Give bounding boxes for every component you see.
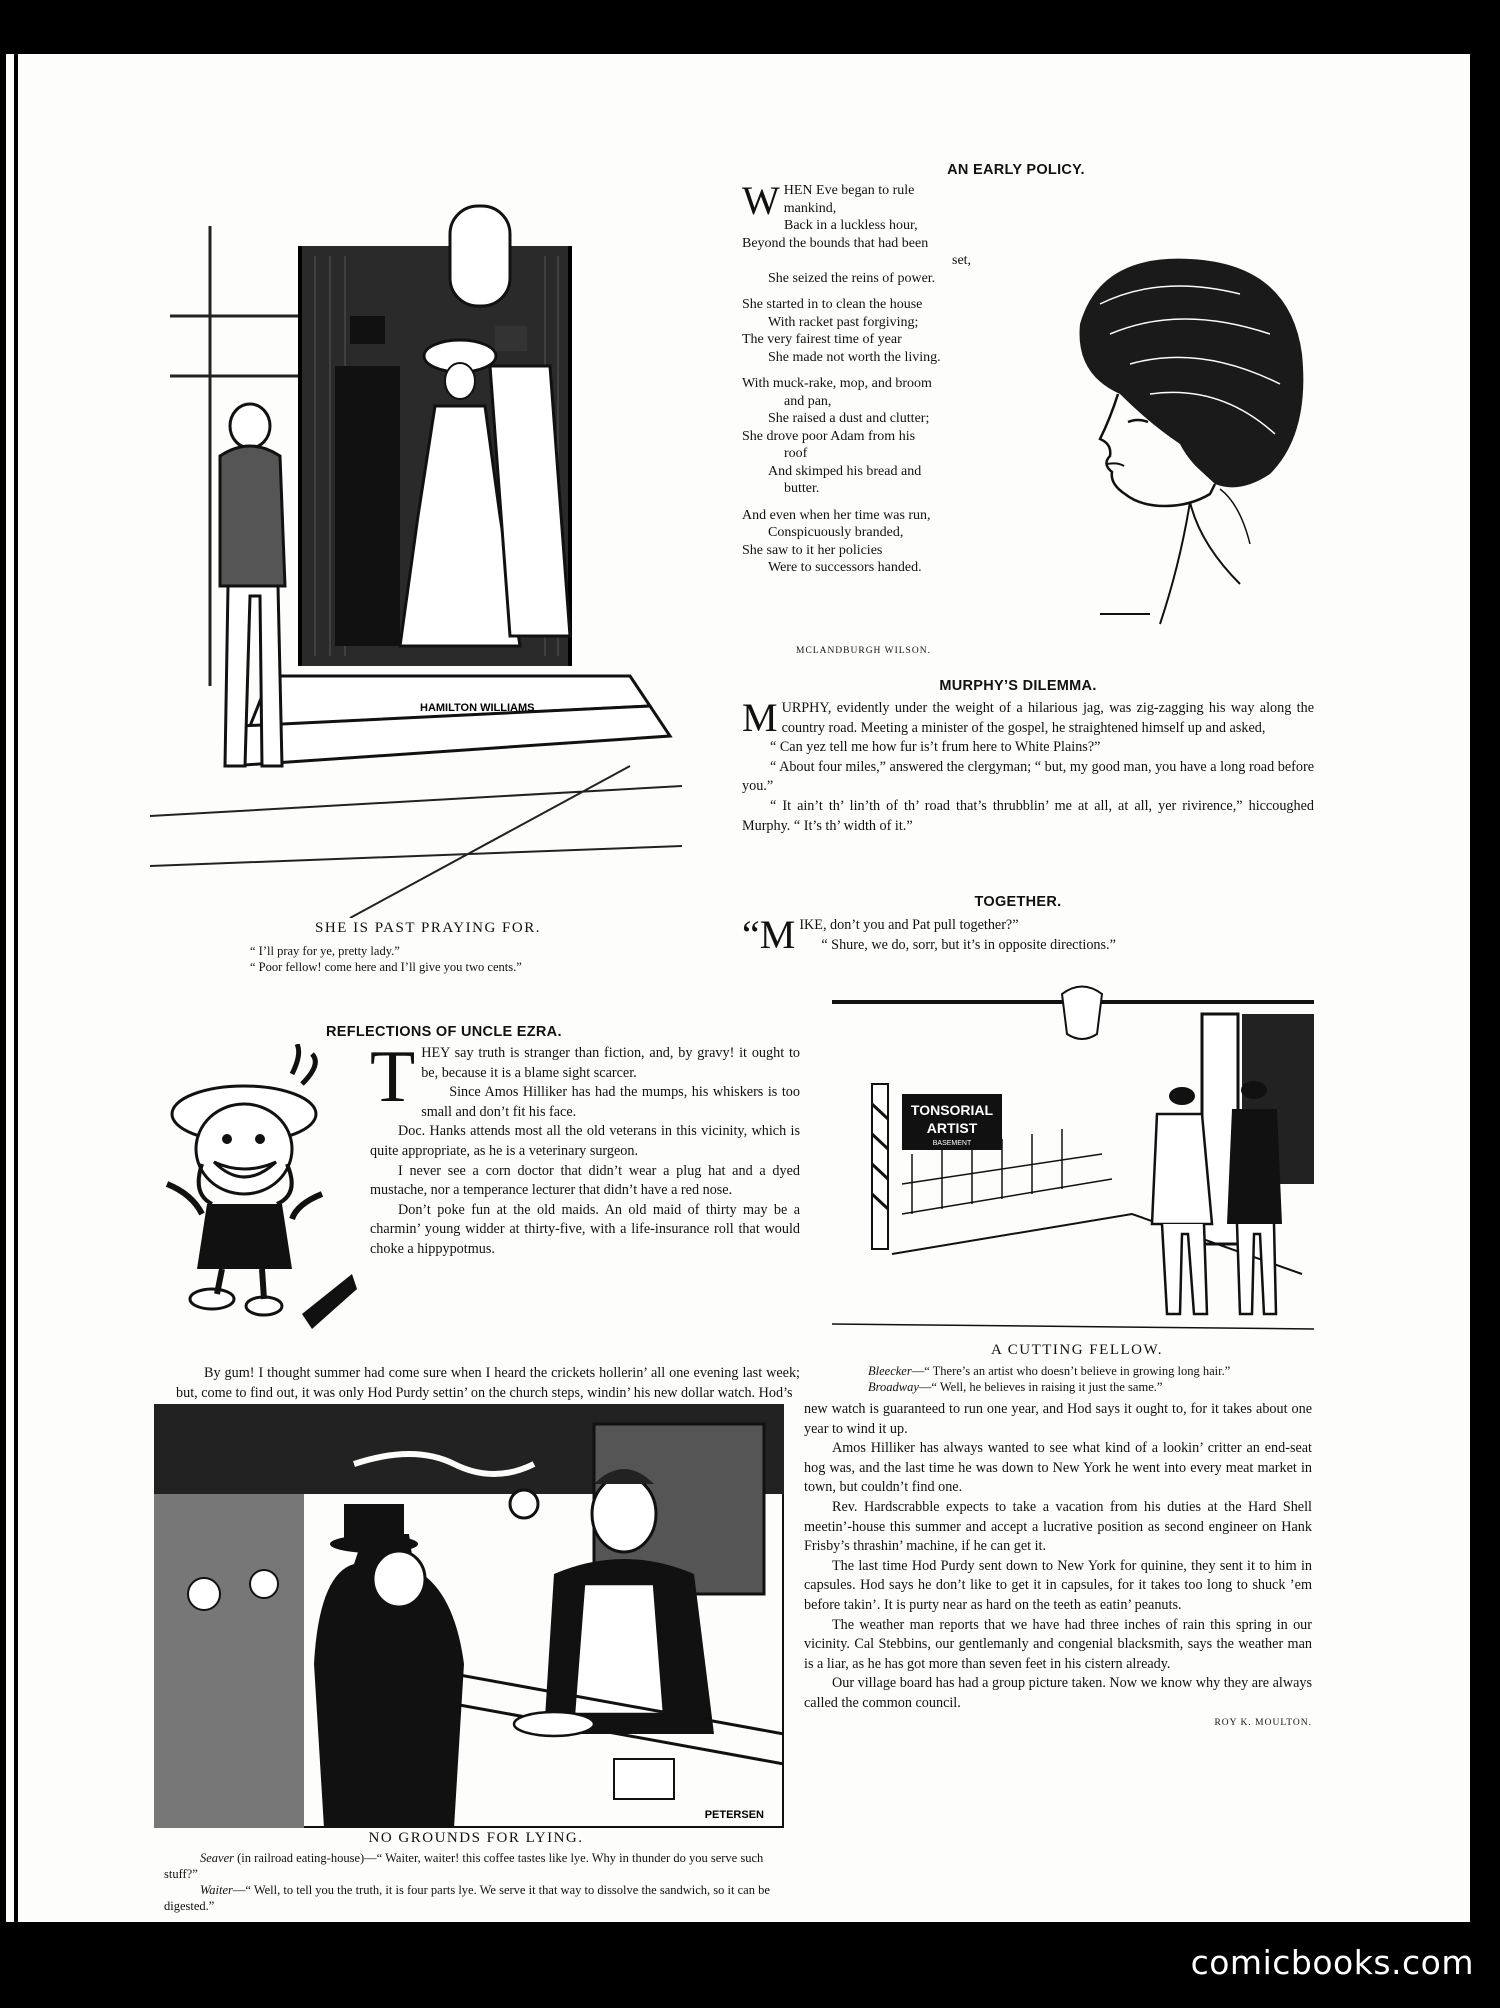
speaker-seaver: Seaver (200, 1851, 235, 1865)
cutting-fellow-title: A CUTTING FELLOW. (990, 1342, 1164, 1358)
watermark-text: comicbooks.com (1190, 1943, 1474, 1982)
poem-line: She made not worth the living. (768, 349, 941, 365)
cartoon-praying-illustration (150, 166, 682, 918)
uncle-ezra-continued-2: Amos Hilliker has always wanted to see what kind of a lookin’ critter an end-seat hog was, and the last time he was down to New York he went into every meat market in town, but couldn’t find one. (804, 1440, 1312, 1496)
uncle-ezra-continued (804, 1400, 1312, 1733)
cartoon-praying-signature: HAMILTON WILLIAMS (420, 702, 535, 714)
uncle-ezra-paragraph-2: Since Amos Hilliker has had the mumps, his whiskers is too small and don’t fit his face. (421, 1084, 800, 1120)
poem-line: The very fairest time of year (742, 332, 902, 347)
murphy-article (742, 695, 1314, 836)
no-grounds-title: NO GROUNDS FOR LYING. (368, 1830, 584, 1846)
uncle-ezra-paragraph-6: By gum! I thought summer had come sure when I heard the crickets hollerin’ all one evening last week; but, come to find out, it was only Hod Purdy settin’ on the church steps, windin’ his new dollar watch. Hod’s (176, 1365, 800, 1401)
sign-line-2: ARTIST (926, 1120, 978, 1136)
no-grounds-line-1-text: (in railroad eating-house)—“ Waiter, waiter! this coffee tastes like lye. Why in thunder do you serve such stuff?” (164, 1851, 764, 1881)
speaker-broadway: Broadway (868, 1380, 919, 1394)
woman-profile-drawing (1040, 244, 1310, 634)
together-line-2: “ Shure, we do, sorr, but it’s in opposite directions.” (821, 936, 1116, 953)
left-page-edge (0, 54, 36, 1922)
poem-line: HEN Eve began to rule (783, 183, 915, 198)
early-policy-dropcap: W (742, 178, 780, 223)
together-line-1-text: IKE, don’t you and Pat pull together?” (799, 917, 1019, 933)
no-grounds-line-1 (164, 1850, 776, 1882)
uncle-ezra-continued-1: new watch is guaranteed to run one year, and Hod says it ought to, for it takes about one year to wind it up. (804, 1401, 1312, 1437)
poem-line: She started in to clean the house (742, 297, 923, 312)
speaker-bleecker: Bleecker (868, 1364, 912, 1378)
uncle-ezra-continued-3: Rev. Hardscrabble expects to take a vacation from his duties at the Hard Shell meetin’-house this summer and accept a lucrative position as second engineer on Hank Frisby’s thrashin’ machine, if he can get it. (804, 1498, 1312, 1555)
magazine-page (36, 54, 1470, 1922)
poem-line: With muck-rake, mop, and broom (742, 376, 932, 391)
cutting-fellow-line-2 (832, 1379, 1310, 1395)
sign-line-1: TONSORIAL (910, 1102, 994, 1118)
uncle-ezra-drawing (152, 1044, 362, 1344)
poem-stanza-4 (742, 507, 1052, 577)
uncle-ezra-intro (370, 1036, 800, 1260)
uncle-ezra-paragraph-5: Don’t poke fun at the old maids. An old maid of thirty may be a charmin’ young widder at thirty-five, with a life-insurance roll that would choke a hippypotmus. (370, 1201, 800, 1257)
cutting-fellow-dialogue (832, 1363, 1310, 1395)
poem-line: mankind, (783, 200, 837, 216)
poem-line: Were to successors handed. (768, 560, 922, 575)
uncle-ezra-credit: ROY K. MOULTON. (1214, 1717, 1312, 1728)
poem-line: With racket past forgiving; (768, 314, 919, 330)
woman-profile-illustration (1040, 244, 1310, 634)
poem-line: Beyond the bounds that had been (742, 235, 929, 251)
cutting-fellow-drawing (832, 984, 1314, 1340)
murphy-paragraph-1-text: URPHY, evidently under the weight of a hilarious jag, was zig-zagging his way along the country road. Meeting a minister of the gospel, he straightened himself up and asked, (781, 700, 1314, 736)
no-grounds-illustration (154, 1404, 784, 1828)
uncle-ezra-continued-6: Our village board has had a group picture taken. Now we know why they are always called the common council. (804, 1675, 1312, 1711)
murphy-dropcap: M (742, 695, 778, 740)
together-dropcap: “M (742, 912, 796, 957)
no-grounds-signature: PETERSEN (704, 1809, 764, 1821)
poem-line: set, (952, 253, 972, 268)
poem-line: and pan, (784, 393, 832, 409)
murphy-paragraph-4: “ It ain’t th’ lin’th of th’ road that’s thrubblin’ me at all, at all, yer rivirence,” hiccoughed Murphy. “ It’s th’ width of it.” (742, 797, 1314, 834)
no-grounds-drawing (154, 1404, 784, 1828)
poem-line: And even when her time was run, (742, 507, 931, 523)
no-grounds-dialogue (164, 1850, 776, 1914)
poem-line: She seized the reins of power. (768, 270, 936, 286)
poem-line: She saw to it her policies (742, 542, 883, 558)
poem-line: Conspicuously branded, (768, 525, 904, 540)
cartoon-praying-drawing (150, 166, 682, 918)
early-policy-credit: MCLANDBURGH WILSON. (796, 646, 931, 656)
sign-line-3: BASEMENT (932, 1140, 972, 1147)
poem-line: And skimped his bread and (768, 463, 922, 479)
poem-stanza-1 (742, 178, 1052, 287)
cartoon-praying-line-1: “ I’ll pray for ye, pretty lady.” (250, 944, 400, 958)
cutting-fellow-line-1 (832, 1363, 1310, 1379)
speaker-waiter: Waiter (200, 1883, 233, 1897)
uncle-ezra-heading: REFLECTIONS OF UNCLE EZRA. (326, 1024, 562, 1040)
poem-line: Back in a luckless hour, (784, 218, 918, 233)
cutting-fellow-line-2-text: —“ Well, he believes in raising it just the same.” (918, 1380, 1163, 1394)
cutting-fellow-line-1-text: —“ There’s an artist who doesn’t believe in growing long hair.” (911, 1364, 1231, 1378)
murphy-paragraph-1 (742, 695, 1314, 740)
uncle-ezra-paragraph-4: I never see a corn doctor that didn’t wear a plug hat and a dyed mustache, nor a temperance lecturer that didn’t have a red nose. (370, 1162, 800, 1199)
poem-line: She raised a dust and clutter; (768, 411, 930, 426)
early-policy-heading: AN EARLY POLICY. (947, 162, 1085, 178)
cartoon-praying-title: SHE IS PAST PRAYING FOR. (315, 920, 541, 936)
early-policy-poem (742, 178, 1052, 586)
murphy-paragraph-2: “ Can yez tell me how fur is’t frum here to White Plains?” (770, 739, 1101, 756)
together-heading: TOGETHER. (974, 894, 1062, 910)
poem-stanza-3 (742, 375, 1052, 498)
uncle-ezra-illustration (152, 1044, 362, 1344)
murphy-heading: MURPHY’S DILEMMA. (939, 678, 1097, 694)
uncle-ezra-wide (176, 1364, 800, 1403)
murphy-paragraph-3: “ About four miles,” answered the clergyman; “ but, my good man, you have a long road before you.” (742, 758, 1314, 795)
uncle-ezra-continued-5: The weather man reports that we have had three inches of rain this spring in our vicinity. Cal Stebbins, our gentlemanly and congenial blacksmith, says the weather man is a liar, as he has got more than seven feet in his cistern already. (804, 1616, 1312, 1672)
uncle-ezra-continued-4: The last time Hod Purdy sent down to New York for quinine, they sent it to him in capsules. Hod says he don’t like to get it in capsules, for it takes too long to shuck ’em before takin’. It is purty near as hard on the teeth as eatin’ peanuts. (804, 1557, 1312, 1613)
uncle-ezra-paragraph-3: Doc. Hanks attends most all the old veterans in this vicinity, which is quite appropriate, as he is a veterinary surgeon. (370, 1123, 800, 1159)
poem-line: butter. (784, 481, 820, 496)
poem-stanza-2 (742, 296, 1052, 366)
uncle-ezra-dropcap: T (370, 1036, 416, 1118)
poem-line: She drove poor Adam from his (742, 428, 916, 444)
uncle-ezra-paragraph-1-text: HEY say truth is stranger than fiction, and, by gravy! it ought to be, because it is a blame sight scarcer. (421, 1045, 800, 1081)
together-article (742, 912, 1314, 957)
cutting-fellow-illustration (832, 984, 1314, 1340)
poem-line: roof (784, 446, 808, 461)
no-grounds-line-2 (164, 1882, 776, 1914)
no-grounds-line-2-text: —“ Well, to tell you the truth, it is four parts lye. We serve it that way to dissolve the sandwich, so it can be digested.” (164, 1883, 770, 1913)
cartoon-praying-line-2: “ Poor fellow! come here and I’ll give you two cents.” (250, 960, 522, 974)
